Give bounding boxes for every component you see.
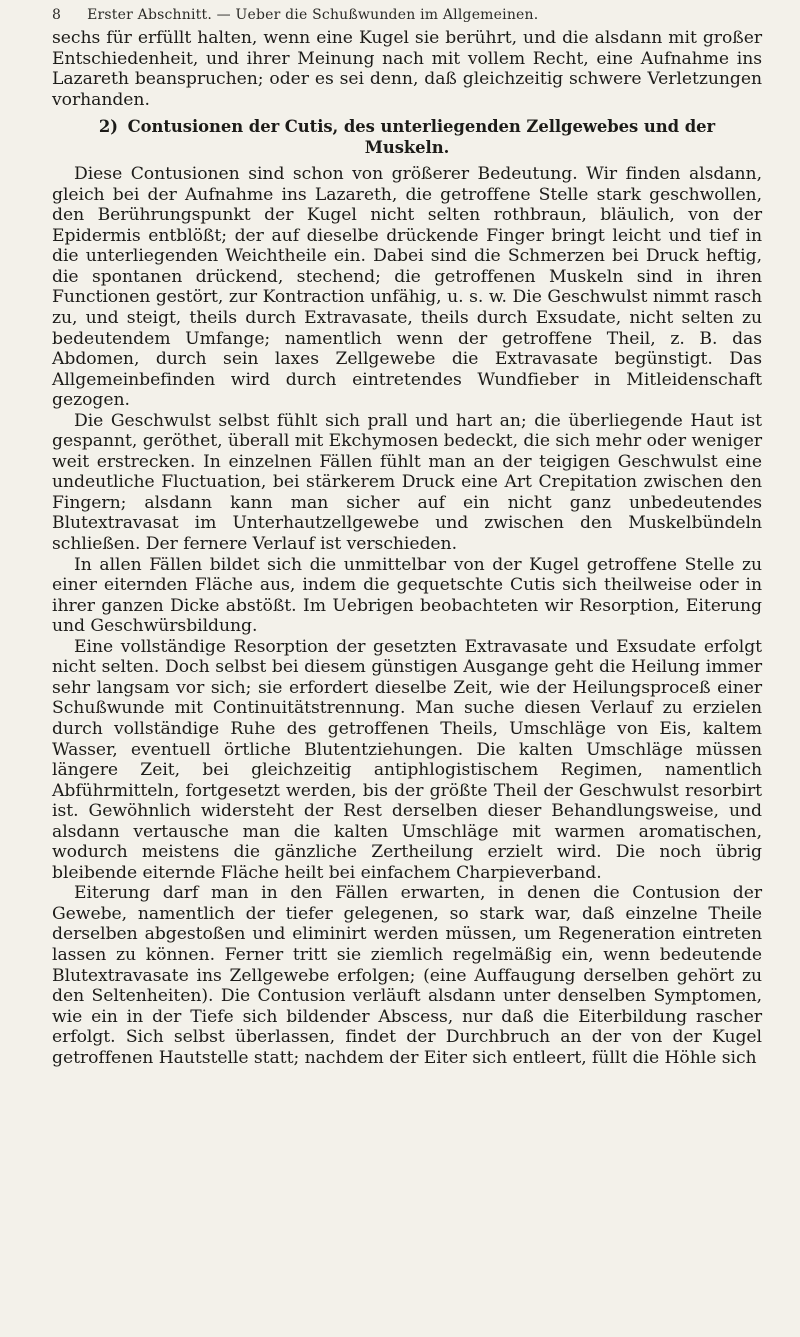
section-number: 2)	[98, 117, 118, 137]
body-text	[52, 28, 762, 1068]
paragraph: Eiterung darf man in den Fällen erwarten, in denen die Contusion der Gewebe, namentlich der tiefer gelegenen, so stark war, daß einzelne Theile derselben abgestoßen und eliminirt werden müssen, um Regeneration eintreten lassen zu können. Ferner tritt sie ziemlich regelmäßig ein, wenn bedeutende Blutextravasate ins Zellgewebe erfolgen; (eine Auffaugung derselben gehört zu den Seltenheiten). Die Contusion verläuft alsdann unter denselben Symptomen, wie ein in der Tiefe sich bildender Abscess, nur daß die Eiterbildung rascher erfolgt. Sich selbst überlassen, findet der Durchbruch an der von der Kugel getroffenen Hautstelle statt; nachdem der Eiter sich entleert, füllt die Höhle sich	[52, 883, 762, 1068]
paragraph: In allen Fällen bildet sich die unmittelbar von der Kugel getroffene Stelle zu einer eiternden Fläche aus, indem die gequetschte Cutis sich theilweise oder in ihrer ganzen Dicke abstößt. Im Uebrigen beobachteten wir Resorption, Eiterung und Geschwürsbildung.	[52, 554, 762, 637]
paragraph: sechs für erfüllt halten, wenn eine Kugel sie berührt, und die alsdann mit großer Entschiedenheit, und ihrer Meinung nach mit vollem Recht, eine Aufnahme ins Lazareth beanspruchen; oder es sei denn, daß gleichzeitig schwere Verletzungen vorhanden.	[52, 28, 762, 110]
running-title: Erster Abschnitt. — Ueber die Schußwunden im Allgemeinen.	[87, 7, 539, 23]
paragraph: Eine vollständige Resorption der gesetzten Extravasate und Exsudate erfolgt nicht selten. Doch selbst bei diesem günstigen Ausgange geht die Heilung immer sehr langsam vor sich; sie erfordert dieselbe Zeit, wie der Heilungsproceß einer Schußwunde mit Continuitätstrennung. Man suche diesen Verlauf zu erzielen durch vollständige Ruhe des getroffenen Theils, Umschläge von Eis, kaltem Wasser, eventuell örtliche Blutentziehungen. Die kalten Umschläge müssen längere Zeit, bei gleichzeitig antiphlogistischem Regimen, namentlich Abführmitteln, fortgesetzt werden, bis der größte Theil der Geschwulst resorbirt ist. Gewöhnlich widersteht der Rest derselben dieser Behandlungsweise, und alsdann vertausche man die kalten Umschläge mit warmen aromatischen, wodurch meistens die gänzliche Zertheilung erzielt wird. Die noch übrig bleibende eiternde Fläche heilt bei einfachem Charpieverband.	[52, 636, 762, 883]
page-number: 8	[52, 7, 62, 23]
section-title: Contusionen der Cutis, des unterliegenden Zellgewebes und der Muskeln.	[127, 117, 716, 158]
running-head	[52, 4, 762, 26]
section-heading	[52, 116, 762, 158]
paragraph: Diese Contusionen sind schon von größerer Bedeutung. Wir finden alsdann, gleich bei der Aufnahme ins Lazareth, die getroffene Stelle stark geschwollen, den Berührungspunkt der Kugel nicht selten rothbraun, bläulich, von der Epidermis entblößt; der auf dieselbe drückende Finger bringt leicht und tief in die unterliegenden Weichtheile ein. Dabei sind die Schmerzen bei Druck heftig, die spontanen drückend, stechend; die getroffenen Muskeln sind in ihren Functionen gestört, zur Kontraction unfähig, u. s. w. Die Geschwulst nimmt rasch zu, und steigt, theils durch Extravasate, theils durch Exsudate, nicht selten zu bedeutendem Umfange; namentlich wenn der getroffene Theil, z. B. das Abdomen, durch sein laxes Zellgewebe die Extravasate begünstigt. Das Allgemeinbefinden wird durch eintretendes Wundfieber in Mitleidenschaft gezogen.	[52, 164, 762, 411]
paragraph: Die Geschwulst selbst fühlt sich prall und hart an; die überliegende Haut ist gespannt, geröthet, überall mit Ekchymosen bedeckt, die sich mehr oder weniger weit erstrecken. In einzelnen Fällen fühlt man an der teigigen Geschwulst eine undeutliche Fluctuation, bei stärkerem Druck eine Art Crepitation zwischen den Fingern; alsdann kann man sicher auf ein nicht ganz unbedeutendes Blutextravasat im Unterhautzellgewebe und zwischen den Muskelbündeln schließen. Der fernere Verlauf ist verschieden.	[52, 410, 762, 555]
